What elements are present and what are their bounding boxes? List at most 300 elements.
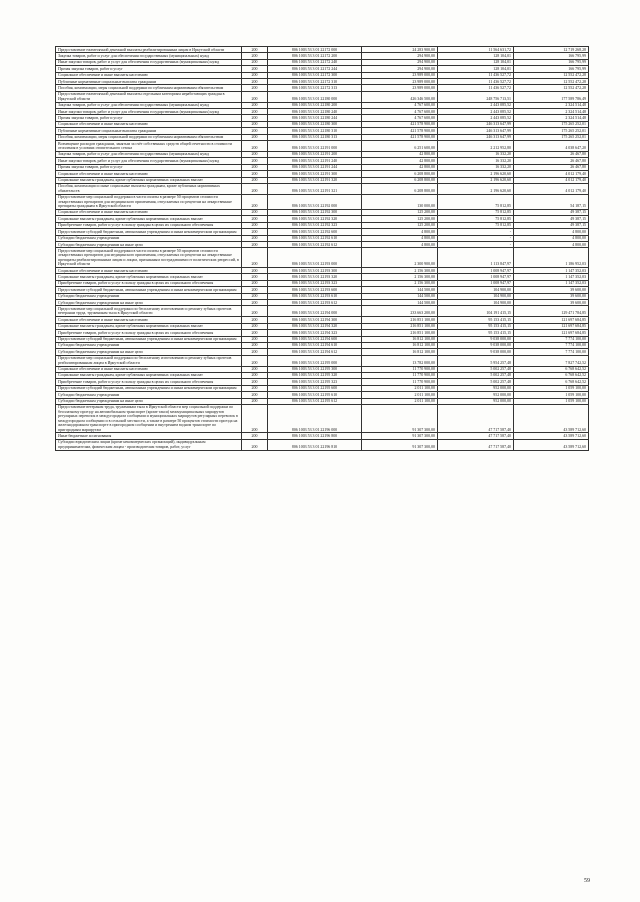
row-remaining-amount: 49 387,15 <box>514 222 589 228</box>
row-line-code: 200 <box>242 222 268 228</box>
row-executed-amount: 11 436 527,72 <box>438 79 514 85</box>
row-remaining-amount: 54 187,15 <box>514 194 589 209</box>
row-remaining-amount: 12 552 472,28 <box>514 79 589 85</box>
row-classification-code: 806 1003 53 3 01 22192 320 <box>268 216 362 222</box>
row-executed-amount: 246 313 647,99 <box>438 128 514 134</box>
row-description: Иные закупки товаров, работ и услуг для обеспечения государственных (муниципальных) нужд <box>56 158 242 164</box>
row-remaining-amount: 175 265 252,01 <box>514 121 589 127</box>
row-line-code: 200 <box>242 385 268 391</box>
row-classification-code: 806 1003 53 3 01 22191 300 <box>268 171 362 177</box>
row-remaining-amount: 1 059 100,00 <box>514 392 589 398</box>
row-executed-amount: 1 008 947,97 <box>438 268 514 274</box>
row-approved-amount: 4 800,00 <box>362 235 438 241</box>
row-executed-amount: 47 717 587,40 <box>438 439 514 450</box>
row-line-code: 200 <box>242 158 268 164</box>
row-approved-amount: 4 767 600,00 <box>362 109 438 115</box>
row-executed-amount: 104 900,00 <box>438 300 514 306</box>
row-description: Предоставление мер социальной поддержки по бесплатному изготовлению и ремонту зубных протезов ветеранам труда, труженикам тыла в Иркутской области <box>56 306 242 317</box>
row-executed-amount: 2 443 085,52 <box>438 109 514 115</box>
row-executed-amount: 16 332,20 <box>438 158 514 164</box>
row-description: Субсидии бюджетным учреждениям <box>56 342 242 348</box>
row-remaining-amount: 6 768 642,52 <box>514 372 589 378</box>
row-approved-amount: 426 346 500,00 <box>362 91 438 102</box>
row-remaining-amount: 12 552 472,28 <box>514 85 589 91</box>
row-executed-amount: 1 008 947,97 <box>438 274 514 280</box>
row-description: Субсидии бюджетным учреждениям на иные цели <box>56 398 242 404</box>
row-line-code: 200 <box>242 66 268 72</box>
row-remaining-amount: 7 774 100,00 <box>514 342 589 348</box>
row-description: Закупка товаров, работ и услуг для обеспечения государственных (муниципальных) нужд <box>56 102 242 108</box>
row-classification-code: 806 1003 53 3 01 22172 240 <box>268 59 362 65</box>
row-approved-amount: 24 283 900,00 <box>362 47 438 53</box>
row-executed-amount: 11 436 527,72 <box>438 85 514 91</box>
table-row <box>56 194 589 209</box>
row-executed-amount: 95 153 415,15 <box>438 323 514 329</box>
row-line-code: 200 <box>242 177 268 183</box>
row-approved-amount: 11 770 900,00 <box>362 366 438 372</box>
row-approved-amount: 11 770 900,00 <box>362 379 438 385</box>
row-description: Закупка товаров, работ и услуг для обеспечения государственных (муниципальных) нужд <box>56 53 242 59</box>
row-approved-amount: 2 011 100,00 <box>362 398 438 404</box>
row-description: Социальные выплаты гражданам, кроме публичных нормативных социальных выплат <box>56 274 242 280</box>
row-line-code: 200 <box>242 242 268 248</box>
row-line-code: 200 <box>242 349 268 355</box>
row-approved-amount: 16 812 100,00 <box>362 336 438 342</box>
row-description: Приобретение товаров, работ и услуг в пользу граждан в целях их социального обеспечения <box>56 379 242 385</box>
row-approved-amount: 233 663 200,00 <box>362 306 438 317</box>
row-approved-amount: 91 307 300,00 <box>362 404 438 432</box>
row-executed-amount: 9 038 000,00 <box>438 342 514 348</box>
row-executed-amount: 95 153 415,15 <box>438 317 514 323</box>
row-line-code: 200 <box>242 209 268 215</box>
row-remaining-amount: 2 324 514,48 <box>514 102 589 108</box>
row-line-code: 200 <box>242 293 268 299</box>
table-row <box>56 141 589 152</box>
row-description: Приобретение товаров, работ и услуг в пользу граждан в целях их социального обеспечения <box>56 280 242 286</box>
row-description: Субсидии бюджетным учреждениям <box>56 392 242 398</box>
row-approved-amount: 216 851 100,00 <box>362 323 438 329</box>
row-classification-code: 806 1003 53 3 01 22192 612 <box>268 242 362 248</box>
row-classification-code: 806 1003 53 3 01 22180 244 <box>268 115 362 121</box>
row-executed-amount: 11 436 527,72 <box>438 72 514 78</box>
row-classification-code: 806 1003 53 3 01 22196 800 <box>268 433 362 439</box>
row-approved-amount: 42 800,00 <box>362 158 438 164</box>
row-line-code: 200 <box>242 317 268 323</box>
row-line-code: 200 <box>242 121 268 127</box>
row-approved-amount: 6 208 800,00 <box>362 171 438 177</box>
row-executed-amount: 2 212 952,80 <box>438 141 514 152</box>
row-classification-code: 806 1003 53 3 01 22180 310 <box>268 128 362 134</box>
row-approved-amount: 216 851 100,00 <box>362 317 438 323</box>
row-approved-amount: 294 900,00 <box>362 53 438 59</box>
row-remaining-amount: 4 012 179,40 <box>514 171 589 177</box>
row-remaining-amount: 121 697 684,85 <box>514 317 589 323</box>
row-classification-code: 806 1003 53 3 01 22195 323 <box>268 379 362 385</box>
row-executed-amount: 246 313 647,99 <box>438 134 514 140</box>
report-table-body <box>56 47 589 451</box>
row-line-code: 200 <box>242 342 268 348</box>
row-remaining-amount: 121 697 684,85 <box>514 323 589 329</box>
row-description: Субсидии бюджетным учреждениям на иные цели <box>56 242 242 248</box>
row-line-code: 200 <box>242 248 268 268</box>
row-description: Предоставление субсидий бюджетным, автономным учреждениям и иным некоммерческим организациям <box>56 229 242 235</box>
row-remaining-amount: 26 467,80 <box>514 164 589 170</box>
row-executed-amount: 2 443 085,52 <box>438 115 514 121</box>
row-remaining-amount: 43 589 712,60 <box>514 433 589 439</box>
row-approved-amount: 2 156 300,00 <box>362 280 438 286</box>
row-line-code: 200 <box>242 151 268 157</box>
row-approved-amount: 4 800,00 <box>362 229 438 235</box>
row-executed-amount: 104 900,00 <box>438 293 514 299</box>
row-executed-amount: 1 008 947,97 <box>438 280 514 286</box>
row-description: Пособия, компенсации, меры социальной поддержки по публичным нормативным обязательствам <box>56 134 242 140</box>
row-classification-code: 806 1003 53 3 01 22172 244 <box>268 66 362 72</box>
row-line-code: 200 <box>242 404 268 432</box>
row-description: Социальное обеспечение и иные выплаты населению <box>56 366 242 372</box>
row-description: Субсидии юридическим лицам (кроме некоммерческих организаций), индивидуальным предпринимателям, физическим лицам - производителям товаров, работ, услуг <box>56 439 242 450</box>
budget-report-table <box>55 46 589 451</box>
row-classification-code: 806 1003 53 3 01 22195 320 <box>268 372 362 378</box>
row-classification-code: 806 1003 53 3 01 22191 320 <box>268 177 362 183</box>
row-remaining-amount: 39 600,00 <box>514 300 589 306</box>
row-line-code: 200 <box>242 59 268 65</box>
row-line-code: 200 <box>242 72 268 78</box>
row-remaining-amount: 43 589 712,60 <box>514 404 589 432</box>
row-description: Социальное обеспечение и иные выплаты населению <box>56 171 242 177</box>
row-classification-code: 806 1003 53 3 01 22194 320 <box>268 323 362 329</box>
row-remaining-amount: 1 059 100,00 <box>514 385 589 391</box>
row-approved-amount: 216 851 100,00 <box>362 330 438 336</box>
row-description: Прочая закупка товаров, работ и услуг <box>56 66 242 72</box>
row-approved-amount: 144 500,00 <box>362 293 438 299</box>
table-row <box>56 183 589 194</box>
row-executed-amount: 952 000,00 <box>438 398 514 404</box>
row-executed-amount: 47 717 587,40 <box>438 404 514 432</box>
row-approved-amount: 144 500,00 <box>362 300 438 306</box>
row-approved-amount: 125 200,00 <box>362 209 438 215</box>
row-classification-code: 806 1003 53 3 01 22192 300 <box>268 209 362 215</box>
row-executed-amount: 128 104,01 <box>438 59 514 65</box>
row-remaining-amount: 7 827 742,52 <box>514 355 589 366</box>
row-approved-amount: 2 300 900,00 <box>362 248 438 268</box>
row-description: Предоставление ветеранам труда, труженикам тыла в Иркутской области мер социальной поддержки по бесплатному проезду на автомобильном транспорте (кроме такси) межмуниципальных маршрутов регулярных перевозок в междугородном сообщении и муниципальных маршрутов регулярных перевозок в междугородном сообщении и в сельской местности, а также в размере 50 процентов стоимости проезда на железнодорожном транспорте в пригородном сообщении и внутреннем водном транспорте по пригородным маршрутам <box>56 404 242 432</box>
row-remaining-amount: 39 600,00 <box>514 287 589 293</box>
row-approved-amount: 421 578 900,00 <box>362 121 438 127</box>
row-classification-code: 806 1003 53 3 01 22180 000 <box>268 91 362 102</box>
row-classification-code: 806 1003 53 3 01 22192 323 <box>268 222 362 228</box>
row-remaining-amount: 7 774 100,00 <box>514 336 589 342</box>
row-executed-amount: 5 002 257,48 <box>438 379 514 385</box>
row-line-code: 200 <box>242 268 268 274</box>
row-approved-amount: 2 156 300,00 <box>362 268 438 274</box>
row-approved-amount: 125 200,00 <box>362 216 438 222</box>
row-executed-amount: 104 900,00 <box>438 287 514 293</box>
row-approved-amount: 42 800,00 <box>362 164 438 170</box>
row-classification-code: 806 1003 53 3 01 22191 000 <box>268 141 362 152</box>
row-line-code: 200 <box>242 164 268 170</box>
row-line-code: 200 <box>242 372 268 378</box>
row-line-code: 200 <box>242 194 268 209</box>
row-approved-amount: 4 800,00 <box>362 242 438 248</box>
row-approved-amount: 23 989 000,00 <box>362 72 438 78</box>
table-row <box>56 355 589 366</box>
row-executed-amount: 5 002 257,48 <box>438 366 514 372</box>
page-number: 59 <box>584 878 590 884</box>
row-approved-amount: 4 767 600,00 <box>362 115 438 121</box>
row-description: Предоставление субсидий бюджетным, автономным учреждениям и иным некоммерческим организациям <box>56 336 242 342</box>
row-description: Иные закупки товаров, работ и услуг для обеспечения государственных (муниципальных) нужд <box>56 109 242 115</box>
row-executed-amount: 95 153 415,15 <box>438 330 514 336</box>
row-line-code: 200 <box>242 141 268 152</box>
row-line-code: 200 <box>242 398 268 404</box>
row-classification-code: 806 1003 53 3 01 22192 610 <box>268 235 362 241</box>
row-classification-code: 806 1003 53 3 01 22191 240 <box>268 158 362 164</box>
row-classification-code: 806 1003 53 3 01 22180 300 <box>268 121 362 127</box>
row-executed-amount: 2 443 085,52 <box>438 102 514 108</box>
row-classification-code: 806 1003 53 3 01 22193 323 <box>268 280 362 286</box>
row-approved-amount: 91 307 300,00 <box>362 439 438 450</box>
row-line-code: 200 <box>242 379 268 385</box>
row-classification-code: 806 1003 53 3 01 22195 300 <box>268 366 362 372</box>
row-executed-amount: - <box>438 235 514 241</box>
row-approved-amount: 6 208 800,00 <box>362 177 438 183</box>
row-description: Предоставление мер социальной поддержки по бесплатному изготовлению и ремонту зубных протезов реабилитированным лицам в Иркутской области <box>56 355 242 366</box>
row-line-code: 200 <box>242 171 268 177</box>
row-line-code: 200 <box>242 128 268 134</box>
row-line-code: 200 <box>242 79 268 85</box>
row-classification-code: 806 1003 53 3 01 22172 310 <box>268 79 362 85</box>
row-line-code: 200 <box>242 216 268 222</box>
row-approved-amount: 421 578 900,00 <box>362 134 438 140</box>
row-approved-amount: 125 200,00 <box>362 222 438 228</box>
row-classification-code: 806 1003 53 3 01 22196 000 <box>268 404 362 432</box>
row-remaining-amount: 1 147 352,03 <box>514 274 589 280</box>
row-approved-amount: 294 900,00 <box>362 59 438 65</box>
row-line-code: 200 <box>242 134 268 140</box>
row-description: Пособия, компенсации и иные социальные выплаты гражданам, кроме публичных нормативных обязательств <box>56 183 242 194</box>
row-classification-code: 806 1003 53 3 01 22191 321 <box>268 183 362 194</box>
row-remaining-amount: 39 600,00 <box>514 293 589 299</box>
row-remaining-amount: 175 265 252,01 <box>514 128 589 134</box>
row-classification-code: 806 1003 53 3 01 22191 244 <box>268 164 362 170</box>
row-approved-amount: 2 011 100,00 <box>362 392 438 398</box>
row-remaining-amount: 6 768 642,52 <box>514 379 589 385</box>
row-approved-amount: 2 011 100,00 <box>362 385 438 391</box>
row-executed-amount: 2 196 620,60 <box>438 177 514 183</box>
row-description: Закупка товаров, работ и услуг для обеспечения государственных (муниципальных) нужд <box>56 151 242 157</box>
row-remaining-amount: 166 795,99 <box>514 53 589 59</box>
row-line-code: 200 <box>242 274 268 280</box>
row-description: Предоставление субсидий бюджетным, автономным учреждениям и иным некоммерческим организациям <box>56 287 242 293</box>
row-approved-amount: 6 251 600,00 <box>362 141 438 152</box>
row-line-code: 200 <box>242 280 268 286</box>
row-executed-amount: 16 332,20 <box>438 151 514 157</box>
row-classification-code: 806 1003 53 3 01 22191 200 <box>268 151 362 157</box>
row-remaining-amount: 121 697 684,85 <box>514 330 589 336</box>
row-approved-amount: 11 770 900,00 <box>362 372 438 378</box>
row-classification-code: 806 1003 53 3 01 22196 810 <box>268 439 362 450</box>
row-line-code: 200 <box>242 91 268 102</box>
row-description: Публичные нормативные социальные выплаты гражданам <box>56 79 242 85</box>
row-classification-code: 806 1003 53 3 01 22193 300 <box>268 268 362 274</box>
row-description: Иные закупки товаров, работ и услуг для обеспечения государственных (муниципальных) нужд <box>56 59 242 65</box>
row-remaining-amount: 4 012 179,40 <box>514 177 589 183</box>
table-row <box>56 439 589 450</box>
row-remaining-amount: 4 800,00 <box>514 229 589 235</box>
row-executed-amount: - <box>438 242 514 248</box>
row-classification-code: 806 1003 53 3 01 22194 323 <box>268 330 362 336</box>
row-approved-amount: 23 989 000,00 <box>362 85 438 91</box>
row-approved-amount: 144 500,00 <box>362 287 438 293</box>
row-remaining-amount: 1 147 352,03 <box>514 280 589 286</box>
row-remaining-amount: 49 387,15 <box>514 209 589 215</box>
row-executed-amount: 75 812,85 <box>438 222 514 228</box>
row-line-code: 200 <box>242 323 268 329</box>
row-approved-amount: 421 578 900,00 <box>362 128 438 134</box>
row-executed-amount: 9 038 000,00 <box>438 336 514 342</box>
table-row <box>56 91 589 102</box>
row-line-code: 200 <box>242 53 268 59</box>
row-executed-amount: 246 313 647,99 <box>438 121 514 127</box>
row-classification-code: 806 1003 53 3 01 22193 600 <box>268 287 362 293</box>
row-remaining-amount: 1 147 352,03 <box>514 268 589 274</box>
row-description: Социальные выплаты гражданам, кроме публичных нормативных социальных выплат <box>56 177 242 183</box>
row-remaining-amount: 49 387,15 <box>514 216 589 222</box>
row-executed-amount: 75 812,85 <box>438 194 514 209</box>
row-classification-code: 806 1003 53 3 01 22194 610 <box>268 342 362 348</box>
row-remaining-amount: 2 324 514,48 <box>514 109 589 115</box>
row-remaining-amount: 166 795,99 <box>514 59 589 65</box>
row-remaining-amount: 4 800,00 <box>514 242 589 248</box>
row-description: Пособия, компенсации, меры социальной поддержки по публичным нормативным обязательствам <box>56 85 242 91</box>
row-remaining-amount: 1 186 952,03 <box>514 248 589 268</box>
row-classification-code: 806 1003 53 3 01 22195 000 <box>268 355 362 366</box>
row-executed-amount: 11 564 631,72 <box>438 47 514 53</box>
row-remaining-amount: 12 552 472,28 <box>514 72 589 78</box>
row-line-code: 200 <box>242 392 268 398</box>
row-description: Предоставление мер социальной поддержки в части оплаты в размере 50 процентов стоимости лекарственных препаратов для медицинского применения, отпускаемых по рецептам на лекарственные препараты реабилитированным лицам и лицам, признанным пострадавшими от политических репрессий, в Иркутской области <box>56 248 242 268</box>
row-description: Возмещение расходов гражданам, занятым за счёт собственных средств общей отчетности в стоимости отопления в условиях отопительного сезона <box>56 141 242 152</box>
table-row <box>56 404 589 432</box>
row-remaining-amount: 43 589 712,60 <box>514 439 589 450</box>
row-line-code: 200 <box>242 235 268 241</box>
row-classification-code: 806 1003 53 3 01 22193 000 <box>268 248 362 268</box>
row-description: Социальные выплаты гражданам, кроме публичных нормативных социальных выплат <box>56 372 242 378</box>
row-line-code: 200 <box>242 439 268 450</box>
row-classification-code: 806 1003 53 3 01 22195 600 <box>268 385 362 391</box>
row-remaining-amount: 2 324 514,48 <box>514 115 589 121</box>
row-remaining-amount: 7 774 100,00 <box>514 349 589 355</box>
row-approved-amount: 91 307 300,00 <box>362 433 438 439</box>
row-description: Приобретение товаров, работ и услуг в пользу граждан в целях их социального обеспечения <box>56 330 242 336</box>
row-approved-amount: 4 767 600,00 <box>362 102 438 108</box>
row-approved-amount: 130 000,00 <box>362 194 438 209</box>
row-executed-amount: 47 717 587,40 <box>438 433 514 439</box>
row-remaining-amount: 1 059 100,00 <box>514 398 589 404</box>
row-classification-code: 806 1003 53 3 01 22195 610 <box>268 392 362 398</box>
row-line-code: 200 <box>242 433 268 439</box>
row-executed-amount: 75 812,85 <box>438 209 514 215</box>
row-description: Предоставление ежемесячной денежной выплаты отдельным категориям неработающих граждан в Иркутской области <box>56 91 242 102</box>
row-executed-amount: 2 196 620,60 <box>438 171 514 177</box>
row-remaining-amount: 4 012 179,40 <box>514 183 589 194</box>
row-line-code: 200 <box>242 336 268 342</box>
row-executed-amount: 248 756 713,51 <box>438 91 514 102</box>
row-classification-code: 806 1003 53 3 01 22180 200 <box>268 102 362 108</box>
row-line-code: 200 <box>242 300 268 306</box>
row-executed-amount: 5 954 257,48 <box>438 355 514 366</box>
row-approved-amount: 294 900,00 <box>362 66 438 72</box>
row-description: Социальные выплаты гражданам, кроме публичных нормативных социальных выплат <box>56 216 242 222</box>
row-classification-code: 806 1003 53 3 01 22195 612 <box>268 398 362 404</box>
row-line-code: 200 <box>242 102 268 108</box>
row-description: Субсидии бюджетным учреждениям <box>56 293 242 299</box>
row-classification-code: 806 1003 53 3 01 22172 300 <box>268 72 362 78</box>
row-remaining-amount: 129 471 784,85 <box>514 306 589 317</box>
row-line-code: 200 <box>242 183 268 194</box>
row-executed-amount: 2 196 620,60 <box>438 183 514 194</box>
row-line-code: 200 <box>242 47 268 53</box>
row-approved-amount: 13 782 000,00 <box>362 355 438 366</box>
row-description: Приобретение товаров, работ и услуг в пользу граждан в целях их социального обеспечения <box>56 222 242 228</box>
row-classification-code: 806 1003 53 3 01 22172 200 <box>268 53 362 59</box>
row-line-code: 200 <box>242 85 268 91</box>
row-description: Предоставление ежемесячной денежной выплаты реабилитированным лицам в Иркутской области <box>56 47 242 53</box>
row-executed-amount: 16 332,20 <box>438 164 514 170</box>
row-remaining-amount: 175 265 252,01 <box>514 134 589 140</box>
table-row <box>56 306 589 317</box>
row-line-code: 200 <box>242 109 268 115</box>
row-line-code: 200 <box>242 287 268 293</box>
row-line-code: 200 <box>242 306 268 317</box>
row-remaining-amount: 26 467,80 <box>514 158 589 164</box>
row-classification-code: 806 1003 53 3 01 22194 612 <box>268 349 362 355</box>
row-executed-amount: 5 002 257,48 <box>438 372 514 378</box>
row-description: Прочая закупка товаров, работ и услуг <box>56 115 242 121</box>
row-approved-amount: 23 989 000,00 <box>362 79 438 85</box>
row-remaining-amount: 6 768 642,52 <box>514 366 589 372</box>
row-classification-code: 806 1003 53 3 01 22180 240 <box>268 109 362 115</box>
row-executed-amount: 128 104,01 <box>438 66 514 72</box>
row-description: Социальное обеспечение и иные выплаты населению <box>56 121 242 127</box>
row-line-code: 200 <box>242 229 268 235</box>
row-line-code: 200 <box>242 355 268 366</box>
row-description: Прочая закупка товаров, работ и услуг <box>56 164 242 170</box>
row-classification-code: 806 1003 53 3 01 22193 612 <box>268 300 362 306</box>
row-description: Предоставление мер социальной поддержки в части оплаты в размере 50 процентов стоимости лекарственных препаратов для медицинского применения, отпускаемых по рецептам на лекарственные препараты гражданам в Иркутской области <box>56 194 242 209</box>
row-description: Предоставление субсидий бюджетным, автономным учреждениям и иным некоммерческим организациям <box>56 385 242 391</box>
row-executed-amount: 952 000,00 <box>438 385 514 391</box>
row-executed-amount: 128 104,01 <box>438 53 514 59</box>
row-classification-code: 806 1003 53 3 01 22192 000 <box>268 194 362 209</box>
row-description: Социальное обеспечение и иные выплаты населению <box>56 72 242 78</box>
row-remaining-amount: 177 589 786,49 <box>514 91 589 102</box>
row-line-code: 200 <box>242 366 268 372</box>
row-executed-amount: 952 000,00 <box>438 392 514 398</box>
row-remaining-amount: 166 795,99 <box>514 66 589 72</box>
row-description: Иные бюджетные ассигнования <box>56 433 242 439</box>
row-approved-amount: 42 800,00 <box>362 151 438 157</box>
row-remaining-amount: 4 038 647,20 <box>514 141 589 152</box>
row-classification-code: 806 1003 53 3 01 22194 600 <box>268 336 362 342</box>
row-remaining-amount: 26 467,80 <box>514 151 589 157</box>
table-row <box>56 248 589 268</box>
row-approved-amount: 16 812 100,00 <box>362 349 438 355</box>
row-approved-amount: 2 156 300,00 <box>362 274 438 280</box>
row-description: Субсидии бюджетным учреждениям <box>56 235 242 241</box>
row-executed-amount: 9 038 000,00 <box>438 349 514 355</box>
row-description: Социальное обеспечение и иные выплаты населению <box>56 268 242 274</box>
